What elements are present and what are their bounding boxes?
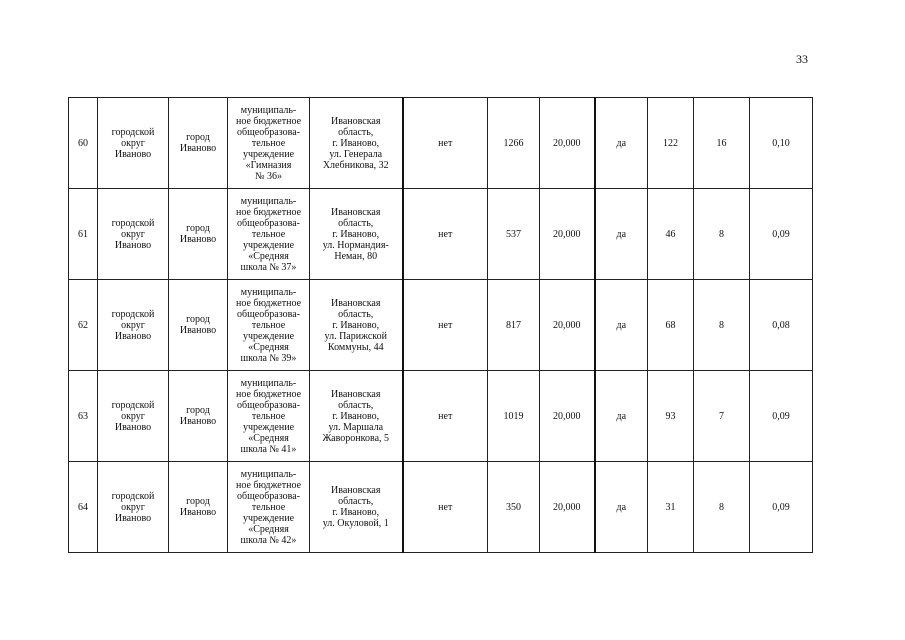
address-cell: Ивановская область, г. Иваново, ул. Генерала Хлебникова, 32: [310, 98, 403, 189]
locality-cell: город Иваново: [169, 98, 228, 189]
number-a-cell: 31: [648, 462, 694, 553]
ratio-cell: 0,09: [750, 371, 813, 462]
number-b-cell: 8: [694, 462, 750, 553]
table-body: [69, 98, 813, 553]
flag-cell: нет: [403, 371, 488, 462]
ratio-cell: 0,09: [750, 462, 813, 553]
count-cell: 817: [488, 280, 540, 371]
schools-table: [68, 97, 813, 553]
table-row: [69, 371, 813, 462]
number-b-cell: 8: [694, 280, 750, 371]
value-cell: 20,000: [540, 280, 595, 371]
locality-cell: город Иваново: [169, 371, 228, 462]
institution-cell: муниципаль- ное бюджетное общеобразова- тельное учреждение «Гимназия № 36»: [228, 98, 310, 189]
address-cell: Ивановская область, г. Иваново, ул. Маршала Жаворонкова, 5: [310, 371, 403, 462]
number-a-cell: 93: [648, 371, 694, 462]
locality-cell: город Иваново: [169, 189, 228, 280]
institution-cell: муниципаль- ное бюджетное общеобразова- тельное учреждение «Средняя школа № 39»: [228, 280, 310, 371]
number-b-cell: 16: [694, 98, 750, 189]
locality-cell: город Иваново: [169, 280, 228, 371]
row-number-cell: 60: [69, 98, 98, 189]
flag-secondary-cell: да: [595, 280, 648, 371]
flag-cell: нет: [403, 189, 488, 280]
district-cell: городской округ Иваново: [98, 189, 169, 280]
number-b-cell: 8: [694, 189, 750, 280]
flag-cell: нет: [403, 462, 488, 553]
district-cell: городской округ Иваново: [98, 280, 169, 371]
table-row: [69, 98, 813, 189]
row-number-cell: 62: [69, 280, 98, 371]
count-cell: 1266: [488, 98, 540, 189]
value-cell: 20,000: [540, 98, 595, 189]
locality-cell: город Иваново: [169, 462, 228, 553]
district-cell: городской округ Иваново: [98, 98, 169, 189]
institution-cell: муниципаль- ное бюджетное общеобразова- тельное учреждение «Средняя школа № 37»: [228, 189, 310, 280]
ratio-cell: 0,10: [750, 98, 813, 189]
flag-secondary-cell: да: [595, 371, 648, 462]
flag-cell: нет: [403, 98, 488, 189]
flag-cell: нет: [403, 280, 488, 371]
table-row: [69, 280, 813, 371]
flag-secondary-cell: да: [595, 98, 648, 189]
number-b-cell: 7: [694, 371, 750, 462]
flag-secondary-cell: да: [595, 462, 648, 553]
table-row: [69, 462, 813, 553]
address-cell: Ивановская область, г. Иваново, ул. Окуловой, 1: [310, 462, 403, 553]
value-cell: 20,000: [540, 371, 595, 462]
row-number-cell: 63: [69, 371, 98, 462]
row-number-cell: 64: [69, 462, 98, 553]
address-cell: Ивановская область, г. Иваново, ул. Нормандия- Неман, 80: [310, 189, 403, 280]
district-cell: городской округ Иваново: [98, 371, 169, 462]
address-cell: Ивановская область, г. Иваново, ул. Парижской Коммуны, 44: [310, 280, 403, 371]
ratio-cell: 0,09: [750, 189, 813, 280]
institution-cell: муниципаль- ное бюджетное общеобразова- тельное учреждение «Средняя школа № 41»: [228, 371, 310, 462]
ratio-cell: 0,08: [750, 280, 813, 371]
count-cell: 537: [488, 189, 540, 280]
number-a-cell: 122: [648, 98, 694, 189]
count-cell: 350: [488, 462, 540, 553]
number-a-cell: 68: [648, 280, 694, 371]
value-cell: 20,000: [540, 189, 595, 280]
flag-secondary-cell: да: [595, 189, 648, 280]
value-cell: 20,000: [540, 462, 595, 553]
row-number-cell: 61: [69, 189, 98, 280]
institution-cell: муниципаль- ное бюджетное общеобразова- тельное учреждение «Средняя школа № 42»: [228, 462, 310, 553]
page-number: 33: [796, 52, 808, 66]
district-cell: городской округ Иваново: [98, 462, 169, 553]
table-row: [69, 189, 813, 280]
number-a-cell: 46: [648, 189, 694, 280]
count-cell: 1019: [488, 371, 540, 462]
